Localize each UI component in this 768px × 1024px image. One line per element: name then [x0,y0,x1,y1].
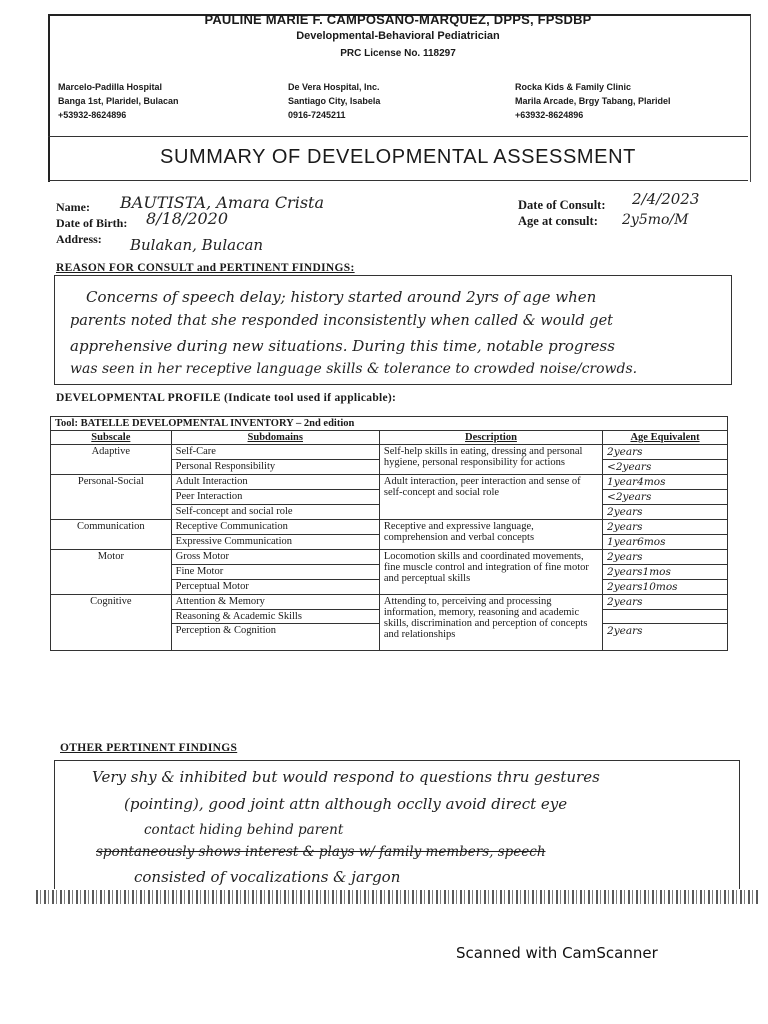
clinic-address: Santiago City, Isabela [288,96,381,106]
finding-line: consisted of vocalizations & jargon [134,868,401,886]
subdomain: Gross Motor [171,550,379,565]
age-at-consult-value: 2y5mo/M [622,212,689,228]
reason-line: apprehensive during new situations. During this time, notable progress [70,337,615,355]
description: Locomotion skills and coordinated movements, fine muscle control and integration of fine motor and perceptual skills [379,550,602,595]
clinic-address: Marila Arcade, Brgy Tabang, Plaridel [515,96,671,106]
subscale-motor: Motor [51,550,172,595]
tool-name: Tool: BATELLE DEVELOPMENTAL INVENTORY – 2nd edition [51,417,728,431]
subdomain: Self-Care [171,445,379,460]
dob-label: Date of Birth: [56,216,128,230]
subdomain: Perceptual Motor [171,580,379,595]
clinic-name: Rocka Kids & Family Clinic [515,82,632,92]
col-header-subdomains: Subdomains [171,431,379,445]
page-title: SUMMARY OF DEVELOPMENTAL ASSESSMENT [160,146,636,168]
age-equivalent: 2years [603,624,728,651]
subscale-communication: Communication [51,520,172,550]
age-equivalent: 2years [603,445,728,460]
clinic-phone: +53932-8624896 [58,110,127,120]
subdomain: Adult Interaction [171,475,379,490]
description: Attending to, perceiving and processing information, memory, reasoning and academic skills, discrimination and perception of concepts and relationships [379,595,602,651]
clinic-name: Marcelo-Padilla Hospital [58,82,163,92]
age-at-consult-label: Age at consult: [518,214,598,228]
subdomain: Self-concept and social role [171,505,379,520]
consult-date-value: 2/4/2023 [632,190,700,208]
age-equivalent: <2years [603,490,728,505]
clinic-phone: 0916-7245211 [288,110,346,120]
subscale-cognitive: Cognitive [51,595,172,651]
age-equivalent: 2years [603,550,728,565]
description: Self-help skills in eating, dressing and personal hygiene, personal responsibility for actions [379,445,602,475]
scanner-watermark: Scanned with CamScanner [456,944,658,962]
subdomain: Perception & Cognition [171,624,379,651]
subscale-adaptive: Adaptive [51,445,172,475]
age-equivalent: 2years10mos [603,580,728,595]
clinic-name: De Vera Hospital, Inc. [288,82,380,92]
col-header-description: Description [379,431,602,445]
description: Adult interaction, peer interaction and sense of self-concept and social role [379,475,602,520]
clinic-2 [288,80,380,122]
consult-date-label: Date of Consult: [518,198,606,212]
divider [48,136,748,137]
reason-heading: REASON FOR CONSULT and PERTINENT FINDINGS: [56,262,355,274]
col-header-subscale: Subscale [51,431,172,445]
name-value: BAUTISTA, Amara Crista [120,193,324,212]
subscale-personal-social: Personal-Social [51,475,172,520]
col-header-age-equivalent: Age Equivalent [603,431,728,445]
license-number: PRC License No. 118297 [340,48,456,59]
address-label: Address: [56,232,102,246]
doctor-name: PAULINE MARIE F. CAMPOSANO-MARQUEZ, DPPS, FPSDBP [204,12,592,27]
age-equivalent: 2years [603,505,728,520]
subdomain: Expressive Communication [171,535,379,550]
clinic-phone: +63932-8624896 [515,110,584,120]
finding-line-struck: spontaneously shows interest & plays w/ family members, speech [96,844,546,860]
divider [48,180,748,181]
name-label: Name: [56,200,90,214]
clinic-address: Banga 1st, Plaridel, Bulacan [58,96,179,106]
description: Receptive and expressive language, comprehension and verbal concepts [379,520,602,550]
scan-artifact [36,890,758,904]
subdomain: Attention & Memory [171,595,379,610]
reason-line: Concerns of speech delay; history started around 2yrs of age when [86,288,597,306]
clinic-3 [515,80,671,122]
bdi-table [50,416,728,651]
subdomain: Fine Motor [171,565,379,580]
doctor-specialty: Developmental-Behavioral Pediatrician [296,30,500,42]
subdomain: Personal Responsibility [171,460,379,475]
age-equivalent: 1year6mos [603,535,728,550]
finding-line: Very shy & inhibited but would respond to questions thru gestures [92,768,600,786]
reason-line: was seen in her receptive language skills & tolerance to crowded noise/crowds. [70,361,638,377]
subdomain: Peer Interaction [171,490,379,505]
reason-line: parents noted that she responded inconsistently when called & would get [70,313,613,329]
other-findings-heading: OTHER PERTINENT FINDINGS [60,742,238,754]
address-value: Bulakan, Bulacan [130,236,264,254]
finding-line: (pointing), good joint attn although occlly avoid direct eye [124,795,568,813]
age-equivalent: 2years [603,520,728,535]
age-equivalent: 1year4mos [603,475,728,490]
subdomain: Receptive Communication [171,520,379,535]
dob-value: 8/18/2020 [146,209,229,228]
age-equivalent: <2years [603,460,728,475]
profile-heading: DEVELOPMENTAL PROFILE (Indicate tool used if applicable): [56,392,397,404]
finding-line: contact hiding behind parent [144,822,344,838]
clinic-1 [58,80,179,122]
subdomain: Reasoning & Academic Skills [171,610,379,624]
age-equivalent: 2years [603,595,728,610]
age-equivalent [603,610,728,624]
age-equivalent: 2years1mos [603,565,728,580]
